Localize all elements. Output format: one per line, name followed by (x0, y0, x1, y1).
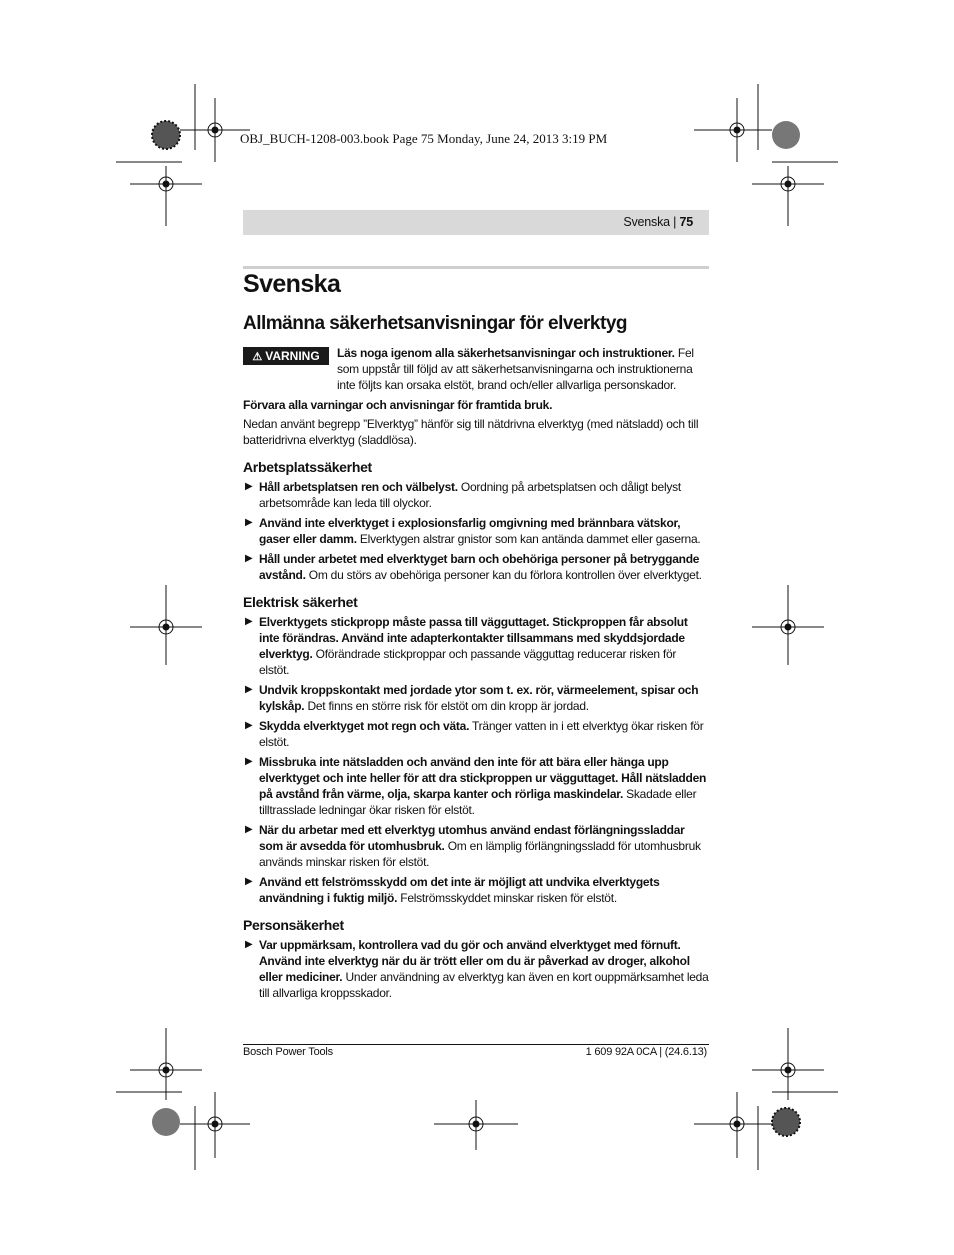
bullet-item (243, 682, 709, 714)
bullet-text: Oordning på arbetsplatsen och dåligt belyst arbetsområde kan leda till olyckor. (259, 480, 681, 510)
warning-text (337, 345, 709, 393)
main-content (243, 270, 709, 1005)
warning-bold: Läs noga igenom alla säkerhetsanvisningar och instruktioner. (337, 346, 675, 360)
bullet-arrow-icon: ▶ (245, 616, 253, 627)
bullet-item (243, 551, 709, 583)
bullet-bold: Skydda elverktyget mot regn och väta. (259, 719, 470, 733)
intro-paragraph: Nedan använt begrepp ”Elverktyg” hänför sig till nätdrivna elverktyg (med nätsladd) och till batteridrivna elverktyg (sladdlösa). (243, 417, 699, 447)
bullet-text: Skadade eller tilltrasslade ledningar ökar risken för elstöt. (259, 787, 697, 817)
header-text: Svenska | 75 (623, 215, 693, 229)
subsection-heading: Personsäkerhet (243, 917, 344, 933)
warning-body: Fel som uppstår till följd av att säkerhetsanvisningarna och instruktionerna inte följts kan orsaka elstöt, brand och/eller allvarliga personskador. (337, 346, 694, 392)
keep-note-text: Förvara alla varningar och anvisningar för framtida bruk. (243, 398, 553, 412)
bullet-arrow-icon: ▶ (245, 553, 253, 564)
bullet-arrow-icon: ▶ (245, 481, 253, 492)
bullet-text: Tränger vatten in i ett elverktyg ökar risken för elstöt. (259, 719, 704, 749)
bullet-bold: Använd ett felströmsskydd om det inte är möjligt att undvika elverktygets användning i fuktig miljö. (259, 875, 660, 905)
bullet-item (243, 515, 709, 547)
footer-brand: Bosch Power Tools (243, 1046, 333, 1058)
subsection-heading: Arbetsplatssäkerhet (243, 459, 372, 475)
section-title: Allmänna säkerhetsanvisningar för elverktyg (243, 313, 627, 334)
print-slug: OBJ_BUCH-1208-003.book Page 75 Monday, June 24, 2013 3:19 PM (240, 131, 608, 146)
running-header (243, 210, 709, 235)
bullet-arrow-icon: ▶ (245, 824, 253, 835)
bullet-bold: Var uppmärksam, kontrollera vad du gör och använd elverktyget med förnuft. Använd inte elverktyg när du är trött eller om du är påverkad av droger, alkohol eller mediciner. (259, 938, 690, 984)
bullet-arrow-icon: ▶ (245, 720, 253, 731)
footer-rule (243, 1044, 709, 1045)
bullet-bold: Håll under arbetet med elverktyget barn och obehöriga personer på betryggande avstånd. (259, 552, 700, 582)
bullet-bold: Elverktygets stickpropp måste passa till vägguttaget. Stickproppen får absolut inte förändras. Använd inte adapterkontakter tillsammans med skyddsjordade elverktyg. (259, 615, 688, 661)
bullet-text: Om du störs av obehöriga personer kan du förlora kontrollen över elverktyget. (305, 568, 702, 582)
footer-doc-number: 1 609 92A 0CA | (24.6.13) (585, 1046, 707, 1058)
bullet-text: Elverktygen alstrar gnistor som kan antända dammet eller gaserna. (356, 532, 701, 546)
bullet-item (243, 822, 709, 870)
warning-block (243, 345, 709, 393)
keep-note (243, 397, 709, 413)
bullet-item (243, 718, 709, 750)
bullet-arrow-icon: ▶ (245, 756, 253, 767)
bullet-text: Under användning av elverktyg kan även en kort ouppmärksamhet leda till allvarliga kroppsskador. (259, 970, 709, 1000)
bullet-arrow-icon: ▶ (245, 939, 253, 950)
page-number: 75 (679, 215, 693, 229)
header-language: Svenska (623, 215, 670, 229)
bullet-text: Om en lämplig förlängningssladd för utomhusbruk används minskar risken för elstöt. (259, 839, 701, 869)
bullet-item (243, 479, 709, 511)
bullet-bold: När du arbetar med ett elverktyg utomhus använd endast förlängningssladdar som är avsedda för utomhusbruk. (259, 823, 685, 853)
bullet-item (243, 874, 709, 906)
bullet-text: Det finns en större risk för elstöt om din kropp är jordad. (304, 699, 589, 713)
bullet-bold: Undvik kroppskontakt med jordade ytor som t. ex. rör, värmeelement, spisar och kylskåp. (259, 683, 699, 713)
title-rule (243, 266, 709, 269)
bullet-arrow-icon: ▶ (245, 876, 253, 887)
bullet-bold: Missbruka inte nätsladden och använd den inte för att bära eller hänga upp elverktyget och inte heller för att dra stickproppen ur vägguttaget. Håll nätsladden på avstånd från värme, olja, skarpa kanter och rörliga maskindelar. (259, 755, 707, 801)
bullet-item (243, 754, 709, 818)
subsection-heading: Elektrisk säkerhet (243, 594, 358, 610)
warning-badge-label: VARNING (265, 349, 320, 363)
bullet-text: Felströmsskyddet minskar risken för elstöt. (397, 891, 617, 905)
bullet-item (243, 937, 709, 1001)
bullet-bold: Använd inte elverktyget i explosionsfarlig omgivning med brännbara vätskor, gaser eller damm. (259, 516, 681, 546)
bullet-text: Oförändrade stickproppar och passande vägguttag reducerar risken för elstöt. (259, 647, 677, 677)
warning-badge (243, 347, 329, 365)
warning-triangle-icon: ⚠ (252, 350, 263, 363)
page-title: Svenska (243, 270, 341, 298)
bullet-arrow-icon: ▶ (245, 684, 253, 695)
bullet-bold: Håll arbetsplatsen ren och välbelyst. (259, 480, 458, 494)
bullet-arrow-icon: ▶ (245, 517, 253, 528)
bullet-item (243, 614, 709, 678)
sections (243, 458, 709, 1001)
